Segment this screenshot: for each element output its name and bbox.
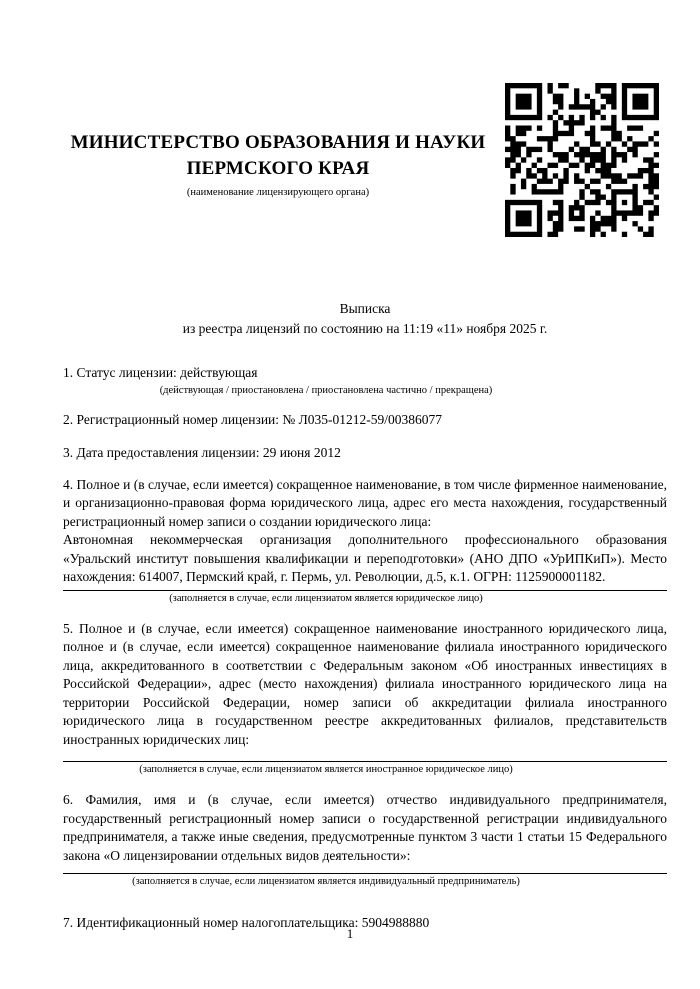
entrepreneur-underline <box>63 873 667 874</box>
qr-code <box>505 83 659 237</box>
field-legal-entity-intro: 4. Полное и (в случае, если имеется) сокращенное наименование, в том числе фирменное наименование, и организационно-правовая форма юридического лица, адрес его места нахождения, государственный регистрационный номер записи о создании юридического лица: <box>63 476 667 529</box>
field-taxpayer-number: 7. Идентификационный номер налогоплательщика: 5904988880 <box>63 915 430 930</box>
field-license-status-note: (действующая / приостановлена / приостановлена частично / прекращена) <box>159 384 493 396</box>
document-body <box>63 364 667 933</box>
page-number: 1 <box>346 926 354 941</box>
licensing-authority-header <box>63 130 493 199</box>
field-license-status: 1. Статус лицензии: действующая <box>63 365 258 380</box>
field-legal-entity-note: (заполняется в случае, если лицензиатом является юридическое лицо) <box>169 592 483 604</box>
field-foreign-entity-note: (заполняется в случае, если лицензиатом является иностранное юридическое лицо) <box>139 764 513 775</box>
document-title-line1: Выписка <box>339 301 391 316</box>
field-entrepreneur-text: 6. Фамилия, имя и (в случае, если имеется) отчество индивидуального предпринимателя, государственный регистрационный номер записи о государственной регистрации индивидуального предпринимателя, а также иные сведения, предусмотренные пунктом 3 части 1 статьи 15 Федерального закона «О лицензировании отдельных видов деятельности»: <box>63 792 667 863</box>
field-legal-entity-value: Автономная некоммерческая организация дополнительного профессионального образования «Уральский институт повышения квалификации и переподготовки» (АНО ДПО «УрИПКиП»). Место нахождения: 614007, Пермский край, г. Пермь, ул. Революции, д.5, к.1. ОГРН: 1125900001182. <box>63 532 667 584</box>
licensing-authority-note: (наименование лицензирующего органа) <box>186 187 370 198</box>
ministry-name-line2: ПЕРМСКОГО КРАЯ <box>186 158 370 179</box>
qr-code-image <box>505 83 659 237</box>
field-grant-date: 3. Дата предоставления лицензии: 29 июня 2012 <box>63 445 341 460</box>
field-registration-number: 2. Регистрационный номер лицензии: № Л035-01212-59/00386077 <box>63 411 443 427</box>
foreign-entity-underline <box>63 761 667 762</box>
field-foreign-entity-text: 5. Полное и (в случае, если имеется) сокращенное наименование иностранного юридического лица, полное и (в случае, если имеется) сокращенное наименование филиала иностранного юридического лица, аккредитованного в соответствии с Федеральным законом «Об иностранных инвестициях в Российской Федерации», адрес (место нахождения) филиала иностранного юридического лица на территории Российской Федерации, номер записи об аккредитации филиала иностранного юридического лица в государственном реестре аккредитованных филиалов, представительств иностранных юридических лиц: <box>63 620 667 747</box>
document-title <box>63 299 667 339</box>
ministry-name-line1: МИНИСТЕРСТВО ОБРАЗОВАНИЯ И НАУКИ <box>70 132 486 153</box>
document-title-line2: из реестра лицензий по состоянию на 11:19 «11» ноября 2025 г. <box>182 321 548 336</box>
legal-entity-underline <box>63 590 667 591</box>
field-entrepreneur-note: (заполняется в случае, если лицензиатом является индивидуальный предприниматель) <box>132 876 520 887</box>
